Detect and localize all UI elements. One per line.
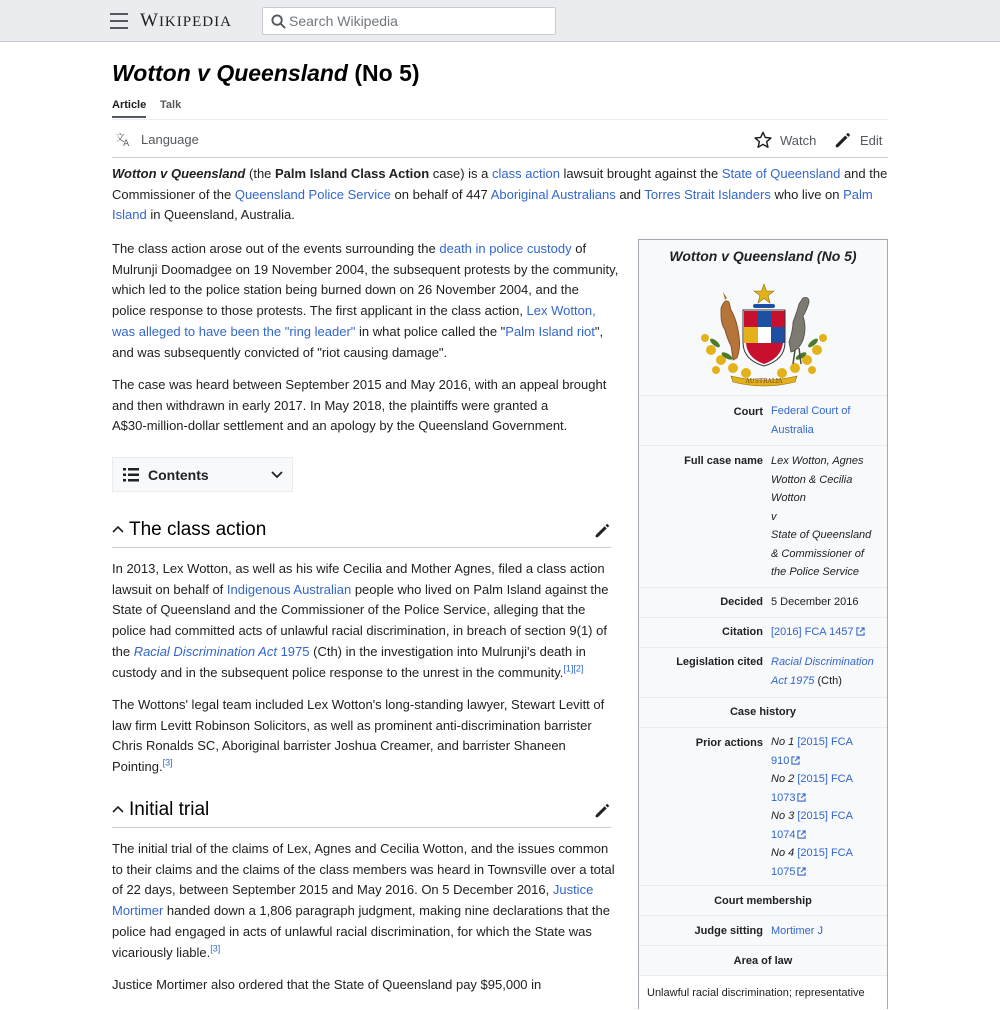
area-of-law-value: Unlawful racial discrimination; representative — [647, 987, 865, 999]
pencil-icon — [834, 131, 852, 149]
link-justice-mortimer[interactable]: Justice — [552, 882, 594, 898]
prior-action-item[interactable]: No 4 [2015] FCA — [771, 847, 853, 859]
prior-action-item[interactable]: No 1 [2015] FCA — [771, 736, 853, 748]
class-action-paragraph-1: In 2013, Lex Wotton, as well as his wife Cecilia and Mother Agnes, filed a class action lawsuit on behalf of Indigenous Australian people who lived on Palm Island against the State of Queensland and the Commissioner of the Police Service, alleging that the police had committed acts of unlawful racial discrimination, in breach of section 9(1) of the Racial Discrimination Act 1975 (Cth) in the investigation into Mulrunji's death in custody and in the subsequent police response to the unrest in the community.[1][2] — [112, 561, 609, 680]
watch-button[interactable] — [754, 131, 816, 149]
page-title: Wotton v Queensland (No 5) — [112, 60, 420, 86]
edit-label: Edit — [860, 132, 883, 148]
infobox-row-full-name — [639, 445, 887, 587]
link-ring-leader[interactable]: was alleged to have been the "ring leader" — [112, 323, 356, 339]
link-queensland-police[interactable]: Queensland Police Service — [234, 186, 391, 202]
namespace-tabs — [112, 97, 888, 120]
citation-label: Citation — [722, 626, 763, 638]
language-button[interactable] — [115, 131, 199, 147]
prior-action-link[interactable]: 1074 — [771, 826, 883, 845]
link-death-in-custody[interactable]: death in police custody — [439, 241, 572, 256]
prior-action-link[interactable]: 910 — [771, 752, 883, 771]
infobox-row-area-value — [639, 975, 887, 1010]
infobox-row-area-header — [639, 945, 887, 975]
decided-value: 5 December 2016 — [771, 596, 859, 608]
contents-label: Contents — [148, 467, 209, 483]
wikipedia-logo[interactable]: WIKIPEDIA — [140, 10, 232, 31]
citation-ref[interactable]: [1][2] — [563, 663, 584, 674]
citation-ref[interactable]: [3] — [210, 943, 221, 954]
initial-trial-paragraph-2: Justice Mortimer also ordered that the State of Queensland pay $95,000 in — [112, 977, 542, 992]
citation-ref[interactable]: [3] — [162, 757, 173, 768]
search-icon — [271, 14, 286, 29]
link-torres-strait[interactable]: Torres Strait Islanders — [644, 186, 771, 202]
coat-of-arms-image[interactable] — [691, 280, 837, 388]
svg-text:A: A — [123, 139, 130, 147]
search-input[interactable] — [289, 8, 551, 34]
infobox-row-court — [639, 395, 887, 445]
edit-button[interactable] — [834, 131, 882, 149]
prior-label: Prior actions — [695, 737, 763, 749]
search-box[interactable] — [262, 7, 556, 35]
chevron-up-icon[interactable] — [112, 525, 124, 533]
initial-trial-paragraph-1: The initial trial of the claims of Lex, Agnes and Cecilia Wotton, and the issues common to their claims and the claims of the class members was heard in Townsville over a total of 22 days, between September 2015 and May 2016. On 5 December 2016, Justice Mortimer handed down a 1,806 paragraph judgment, making nine declarations that the police had engaged in acts of unlawful racial discrimination, for which the State was vicariously liable.[3] — [112, 841, 615, 960]
star-icon — [754, 131, 772, 149]
prior-action-link[interactable]: 1073 — [771, 789, 883, 808]
external-link-icon — [797, 830, 806, 839]
menu-icon[interactable] — [110, 13, 128, 29]
link-palm-island-2[interactable]: Island — [112, 207, 147, 223]
section-title: The class action — [129, 519, 267, 540]
judge-label: Judge sitting — [694, 925, 763, 937]
fullname-label: Full case name — [684, 455, 763, 467]
infobox-row-prior-actions — [639, 727, 887, 885]
link-aboriginal-australians[interactable]: Aboriginal Australians — [490, 186, 616, 202]
case-history-header: Case history — [729, 706, 797, 718]
membership-header: Court membership — [714, 895, 812, 907]
class-action-paragraph-2: The Wottons' legal team included Lex Wotton's long-standing lawyer, Stewart Levitt of law firm Levitt Robinson Solicitors, as well as prominent anti-discrimination barrister Chris Ronalds SC, Aboriginal barrister Joshua Creamer, and barrister Shaneen Pointing.[3] — [112, 697, 605, 775]
legislation-label: Legislation cited — [676, 656, 763, 668]
fullname-value: Lex Wotton, Agnes Wotton & Cecilia Wotton v State of Queensland & Commissioner of the Police Service — [771, 455, 872, 578]
link-class-action[interactable]: class action — [492, 166, 560, 181]
area-of-law-header: Area of law — [733, 955, 793, 967]
legislation-value[interactable]: Racial Discrimination Act 1975 (Cth) — [771, 656, 874, 687]
infobox-row-judge — [639, 915, 887, 945]
external-link-icon — [797, 867, 806, 876]
pencil-icon[interactable] — [594, 802, 611, 819]
tab-talk[interactable]: Talk — [160, 99, 182, 111]
judge-value[interactable]: Mortimer J — [771, 925, 823, 937]
chevron-down-icon — [271, 471, 283, 479]
section-title: Initial trial — [129, 799, 210, 820]
crest-motto: AUSTRALIA — [745, 378, 783, 385]
tab-article[interactable]: Article — [112, 99, 146, 118]
link-justice-mortimer-2[interactable]: Mortimer — [112, 903, 164, 919]
court-label: Court — [733, 406, 763, 418]
watch-label: Watch — [780, 132, 817, 148]
list-icon — [123, 468, 139, 482]
citation-value[interactable]: [2016] FCA 1457 — [771, 623, 883, 642]
infobox-row-legislation — [639, 647, 887, 697]
external-link-icon — [797, 793, 806, 802]
infobox-row-decided — [639, 587, 887, 617]
intro-paragraph-1: Wotton v Queensland (the Palm Island Class Action case) is a class action lawsuit brought against the State of Queensland and the Commissioner of the Queensland Police Service on behalf of 447 Aboriginal Australians and Torres Strait Islanders who live on Palm Island in Queensland, Australia. — [112, 166, 888, 223]
intro-paragraph-2: The class action arose out of the events surrounding the death in police custody of Mulrunji Doomadgee on 19 November 2004, the subsequent protests by the community, which led to the police station being burned down on 26 November 2004, and the police response to those protests. The first applicant in the class action, Lex Wotton, was alleged to have been the "ring leader" in what police called the "Palm Island riot", and was subsequently convicted of "riot causing damage". — [112, 241, 619, 360]
svg-text:文: 文 — [115, 132, 125, 144]
link-state-of-queensland[interactable]: State of Queensland — [721, 166, 841, 181]
contents-toggle[interactable] — [112, 457, 293, 492]
infobox-row-citation — [639, 617, 887, 647]
external-link-icon — [856, 627, 865, 636]
page-actions — [112, 120, 888, 158]
language-label: Language — [141, 131, 199, 147]
link-lex-wotton[interactable]: Lex Wotton, — [526, 303, 596, 319]
prior-action-item[interactable]: No 2 [2015] FCA — [771, 773, 853, 785]
infobox-title: Wotton v Queensland (No 5) — [669, 248, 857, 264]
language-icon — [115, 131, 133, 147]
prior-action-item[interactable]: No 3 [2015] FCA — [771, 810, 853, 822]
chevron-up-icon[interactable] — [112, 805, 124, 813]
link-indigenous-australian[interactable]: Indigenous Australian — [226, 581, 352, 597]
section-heading-class-action — [112, 512, 611, 548]
prior-action-link[interactable]: 1075 — [771, 863, 883, 882]
link-racial-discrimination-act[interactable]: Racial Discrimination Act 1975 — [133, 643, 310, 659]
infobox-row-case-history — [639, 697, 887, 727]
link-palm-island[interactable]: Palm — [843, 186, 873, 202]
external-link-icon — [791, 756, 800, 765]
infobox-row-court-membership — [639, 885, 887, 915]
intro-paragraph-3: The case was heard between September 2015 and May 2016, with an appeal brought and then withdrawn in early 2017. In May 2018, the plaintiffs were granted a A$30-million-dollar settlement and an apology by the Queensland Government. — [112, 377, 607, 434]
court-value[interactable]: Federal Court of Australia — [771, 405, 851, 436]
prior-actions-list — [771, 733, 883, 881]
decided-label: Decided — [720, 596, 763, 608]
infobox — [638, 239, 888, 1009]
section-heading-initial-trial — [112, 792, 611, 828]
link-palm-island-riot[interactable]: Palm Island riot — [505, 323, 595, 339]
pencil-icon[interactable] — [594, 522, 611, 539]
site-header — [0, 0, 1000, 42]
